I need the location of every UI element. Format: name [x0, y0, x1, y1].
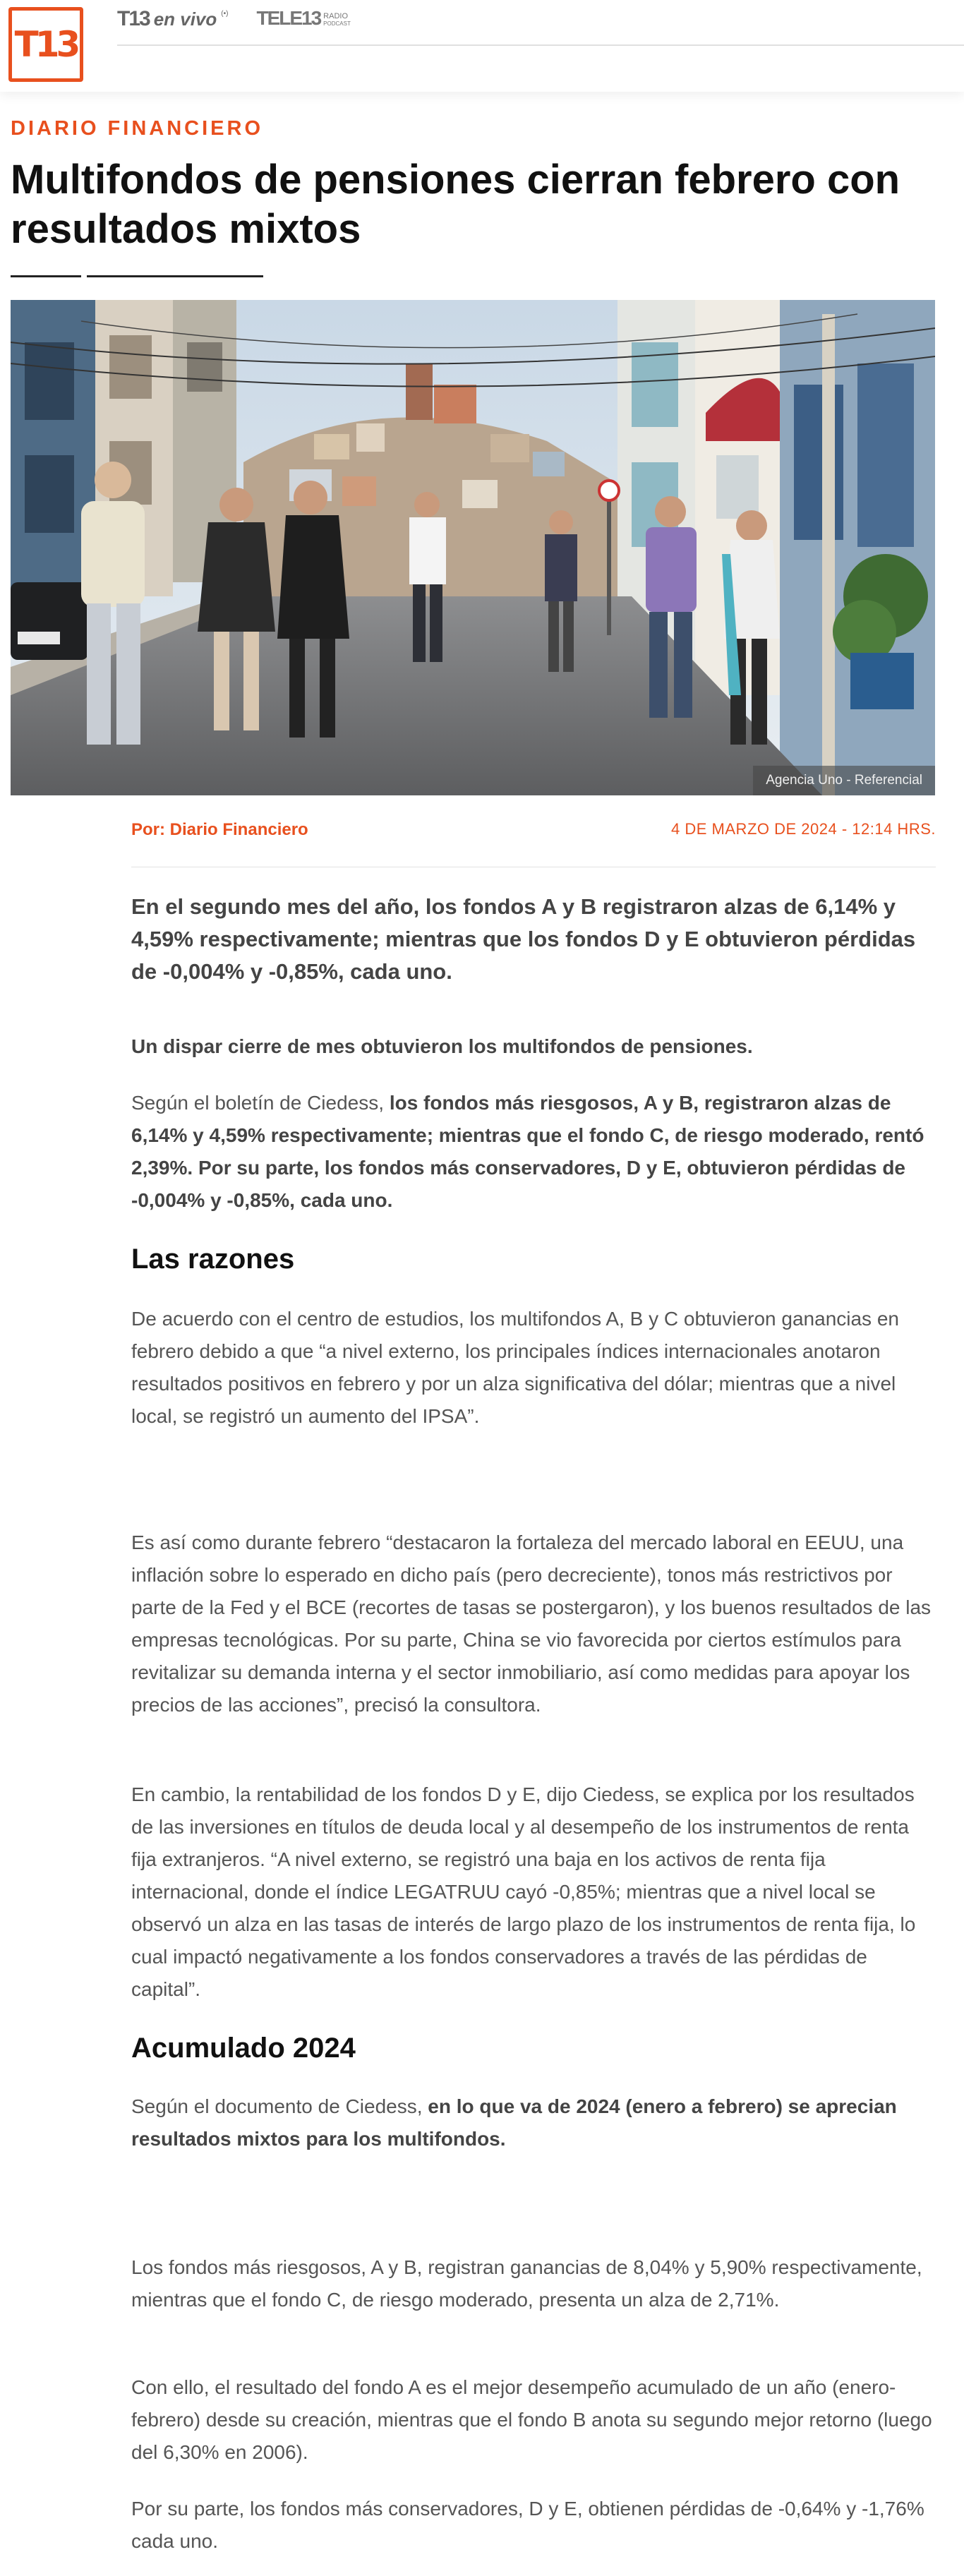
header-divider: [117, 44, 964, 46]
paragraph-prefix: Según el documento de Ciedess,: [131, 2095, 428, 2117]
t13-logo-text: T13: [14, 24, 78, 65]
header-links: [117, 7, 351, 31]
live-text: en vivo: [153, 8, 217, 30]
live-brand: T13: [117, 7, 150, 30]
paragraph-bold: en lo que va de 2024 (enero a febrero) se aprecian resultados mixtos para los multifondos.: [131, 2095, 897, 2150]
paragraph-intro: Un dispar cierre de mes obtuvieron los multifondos de pensiones.: [131, 1035, 753, 1057]
title-divider: [87, 275, 263, 277]
publish-date: 4 DE MARZO DE 2024 - 12:14 HRS.: [671, 820, 936, 838]
radio-podcast-label: [323, 13, 351, 30]
article-title: Multifondos de pensiones cierran febrero con resultados mixtos: [11, 157, 900, 252]
tele13-radio-link[interactable]: [256, 7, 350, 30]
image-credit: Agencia Uno - Referencial: [753, 766, 935, 795]
heading-las-razones: Las razones: [131, 1244, 295, 1275]
title-divider: [11, 275, 81, 277]
author-byline[interactable]: Por: Diario Financiero: [131, 820, 308, 839]
radio-brand: TELE13: [256, 7, 321, 29]
paragraph-prefix: Según el boletín de Ciedess,: [131, 1092, 390, 1114]
t13-logo[interactable]: [8, 7, 83, 82]
paragraph-riesgosos: Los fondos más riesgosos, A y B, registran ganancias de 8,04% y 5,90% respectivamente, mientras que el fondo C, de riesgo moderado, presenta un alza de 2,71%.: [131, 2256, 922, 2311]
article-hero-image: [11, 300, 935, 795]
street-scene-illustration: [11, 300, 935, 795]
paragraph-mejor-desempeno: Con ello, el resultado del fondo A es el mejor desempeño acumulado de un año (enero-febrero) desde su creación, mientras que el fondo B anota su segundo mejor retorno (luego del 6,30% en 2006).: [131, 2376, 932, 2463]
live-broadcast-icon: (•): [221, 10, 229, 18]
article-lead: En el segundo mes del año, los fondos A y B registraron alzas de 6,14% y 4,59% respectivamente; mientras que los fondos D y E obtuvieron pérdidas de -0,004% y -0,85%, cada uno.: [131, 894, 916, 984]
paragraph-conservadores: Por su parte, los fondos más conservadores, D y E, obtienen pérdidas de -0,64% y -1,76% cada uno.: [131, 2498, 924, 2552]
paragraph-bold: los fondos más riesgosos, A y B, registraron alzas de 6,14% y 4,59% respectivamente; mientras que el fondo C, de riesgo moderado, rentó 2,39%. Por su parte, los fondos más conservadores, D y E, obtuvieron pérdidas de -0,004% y -0,85%, cada uno.: [131, 1092, 924, 1211]
radio-label: RADIO: [323, 12, 349, 21]
paragraph-fondos-d-e: En cambio, la rentabilidad de los fondos D y E, dijo Ciedess, se explica por los resultados de las inversiones en títulos de deuda local y al desempeño de los instrumentos de renta fija extranjeros. “A nivel externo, se registró una baja en los activos de renta fija internacional, donde el índice LEGATRUU cayó -0,85%; mientras que a nivel local se observó un alza en las tasas de interés de largo plazo de los instrumentos de renta fija, lo cual impactó negativamente a los fondos conservadores a través de las pérdidas de capital”.: [131, 1783, 916, 2000]
paragraph-acumulado: [131, 2090, 936, 2155]
section-label[interactable]: DIARIO FINANCIERO: [11, 117, 263, 140]
heading-acumulado-2024: Acumulado 2024: [131, 2033, 356, 2064]
paragraph-razones: De acuerdo con el centro de estudios, los multifondos A, B y C obtuvieron ganancias en febrero debido a que “a nivel externo, los principales índices internacionales anotaron resultados positivos en febrero y por un alza significativa del dólar; mientras que a nivel local, se registró un aumento del IPSA”.: [131, 1308, 899, 1427]
site-header: [0, 0, 964, 92]
t13-en-vivo-link[interactable]: [117, 7, 228, 31]
podcast-label: PODCAST: [323, 20, 351, 27]
paragraph-ciedess: [131, 1087, 936, 1217]
paragraph-febrero: Es así como durante febrero “destacaron la fortaleza del mercado laboral en EEUU, una inflación sobre lo esperado en dicho país (pero decreciente), tonos más restrictivos por parte de la Fed y el BCE (recortes de tasas se postergaron), y los buenos resultados de las empresas tecnológicas. Por su parte, China se vio favorecida por ciertos estímulos para revitalizar su demanda interna y el sector inmobiliario, así como medidas para apoyar los precios de las acciones”, precisó la consultora.: [131, 1531, 932, 1716]
